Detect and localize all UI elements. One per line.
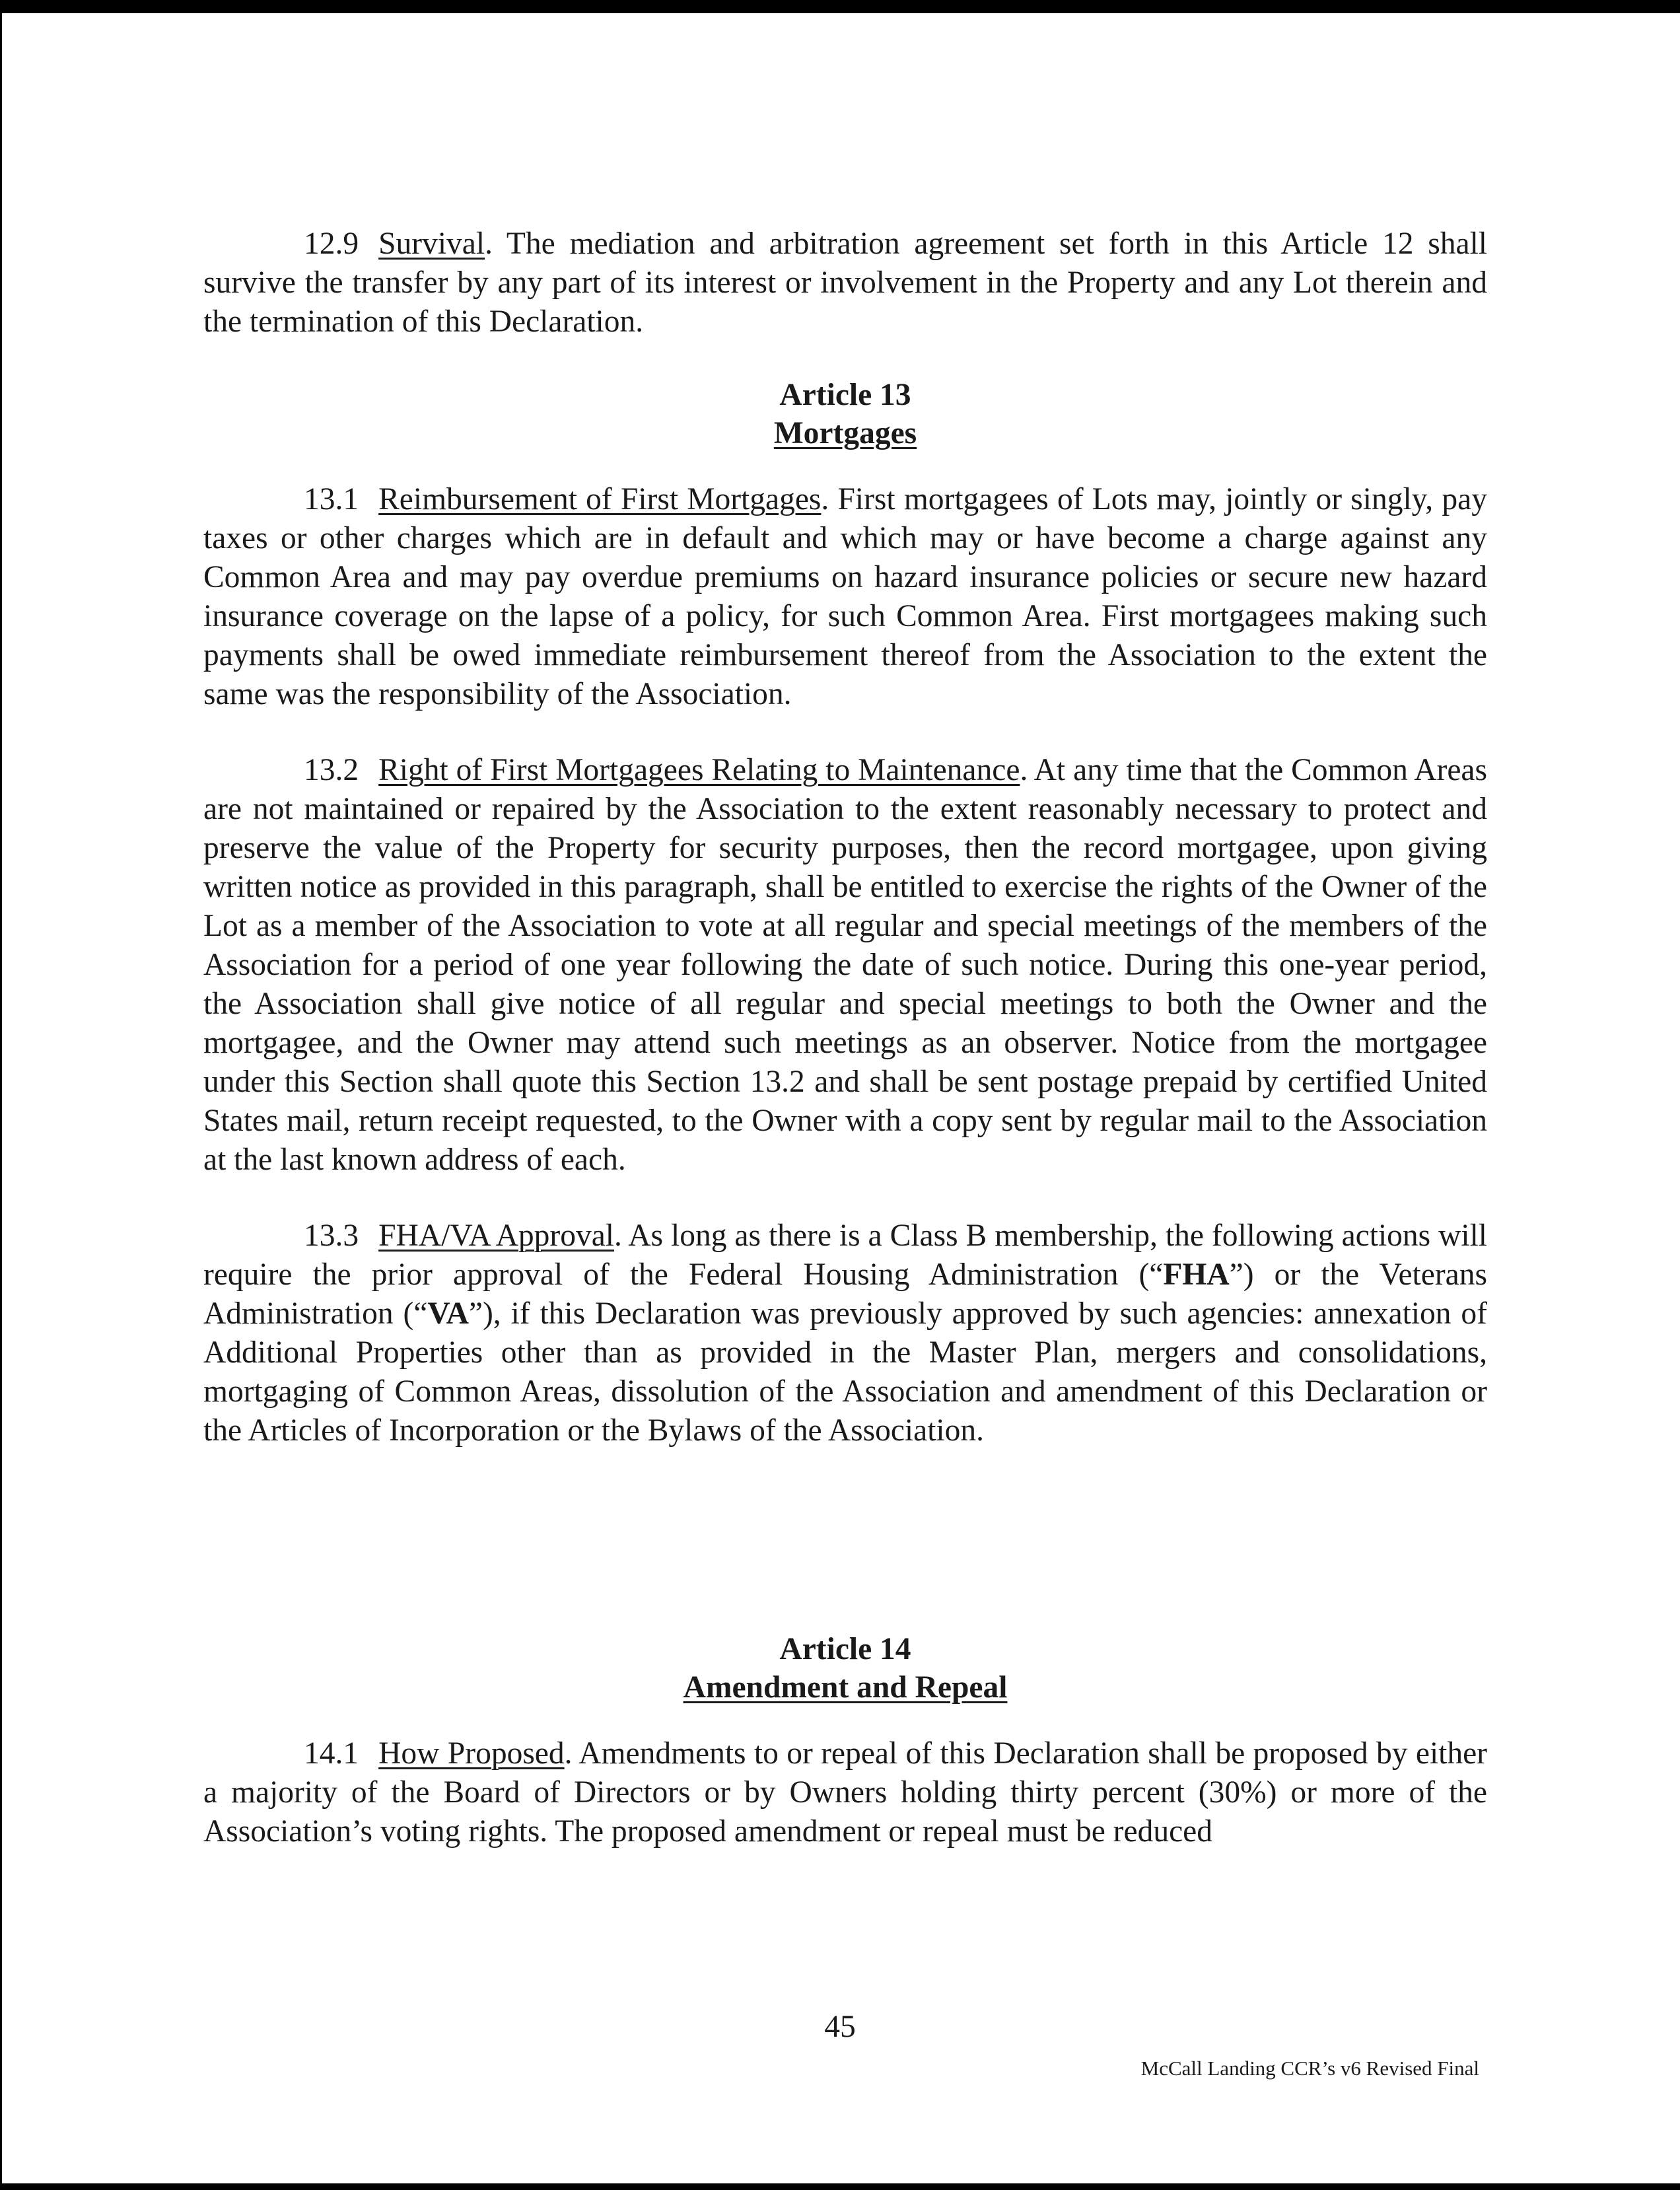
section-title: Reimbursement of First Mortgages	[378, 482, 822, 516]
section-13-3	[203, 1217, 1487, 1450]
fha-abbrev: FHA	[1163, 1257, 1230, 1292]
section-body: . The mediation and arbitration agreement set forth in this Article 12 shall survive the transfer by any part of its interest or involvement in the Property and any Lot therein and the termination of this Declaration.	[203, 227, 1487, 339]
article-14-label: Article 14	[779, 1632, 911, 1666]
section-title: FHA/VA Approval	[378, 1219, 614, 1253]
scan-border-top	[0, 0, 1680, 13]
section-number: 13.3	[304, 1219, 359, 1253]
article-13-label: Article 13	[779, 378, 911, 412]
page-number: 45	[824, 2010, 856, 2044]
section-number: 13.2	[304, 753, 359, 787]
scan-border-bottom	[0, 2183, 1680, 2190]
article-14-title-text: Amendment and Repeal	[683, 1670, 1008, 1705]
scan-border-left	[0, 0, 2, 2190]
document-name: McCall Landing CCR’s v6 Revised Final	[1140, 2057, 1479, 2080]
section-body: . At any time that the Common Areas are not maintained or repaired by the Association to the extent reasonably necessary to protect and preserve the value of the Property for security purposes, then the record mortgagee, upon giving written notice as provided in this paragraph, shall be entitled to exercise the rights of the Owner of the Lot as a member of the Association to vote at all regular and special meetings of the members of the Association for a period of one year following the date of such notice. During this one-year period, the Association shall give notice of all regular and special meetings to both the Owner and the mortgagee, and the Owner may attend such meetings as an observer. Notice from the mortgagee under this Section shall quote this Section 13.2 and shall be sent postage prepaid by certified United States mail, return receipt requested, to the Owner with a copy sent by regular mail to the Association at the last known address of each.	[203, 753, 1488, 1177]
spacer	[203, 1180, 1487, 1217]
document-page	[203, 225, 1487, 1851]
article-14-title	[203, 1668, 1487, 1707]
spacer	[203, 452, 1487, 480]
section-body: . First mortgagees of Lots may, jointly or singly, pay taxes or other charges which are in default and which may or have become a charge against any Common Area and may pay overdue premiums on hazard insurance policies or secure new hazard insurance coverage on the lapse of a policy, for such Common Area. First mortgagees making such payments shall be owed immediate reimbursement thereof from the Association to the extent the same was the responsibility of the Association.	[203, 482, 1487, 711]
section-title: Survival	[378, 227, 485, 261]
spacer	[203, 341, 1487, 376]
section-13-1	[203, 480, 1487, 714]
section-body-3: ”), if this Declaration was previously approved by such agencies: annexation of Additional Properties other than as provided in the Master Plan, mergers and consolidations, mortgaging of Common Areas, dissolution of the Association and amendment of this Declaration or the Articles of Incorporation or the Bylaws of the Association.	[203, 1296, 1487, 1448]
section-title: Right of First Mortgagees Relating to Maintenance	[378, 753, 1020, 787]
section-body-1: . As long as there is a Class B membership, the following actions will require the prior approval of the Federal Housing Administration (“	[203, 1219, 1487, 1292]
article-13-title	[203, 414, 1487, 452]
spacer	[203, 1707, 1487, 1734]
section-body: . Amendments to or repeal of this Declaration shall be proposed by either a majority of the Board of Directors or by Owners holding thirty percent (30%) or more of the Association’s voting rights. The proposed amendment or repeal must be reduced	[203, 1736, 1487, 1849]
spacer	[203, 1450, 1487, 1630]
section-14-1	[203, 1734, 1487, 1851]
va-abbrev: VA	[427, 1296, 469, 1331]
section-number: 13.1	[304, 482, 359, 516]
section-13-2	[203, 751, 1487, 1180]
spacer	[203, 714, 1487, 751]
section-number: 12.9	[304, 227, 359, 261]
section-12-9	[203, 225, 1487, 341]
section-number: 14.1	[304, 1736, 359, 1771]
section-title: How Proposed	[378, 1736, 565, 1771]
section-body-2: ”) or the Veterans Administration (“	[203, 1257, 1487, 1331]
article-13-title-text: Mortgages	[773, 416, 917, 450]
